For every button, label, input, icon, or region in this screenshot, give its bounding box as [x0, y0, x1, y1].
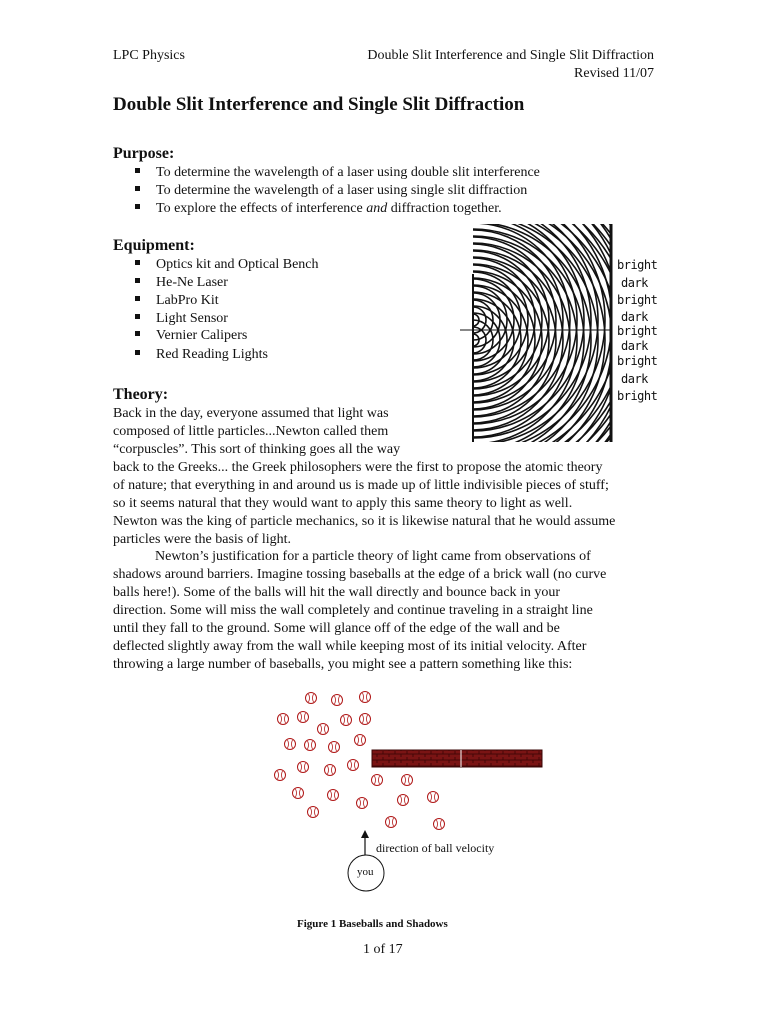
baseball-icon	[360, 714, 371, 725]
page-number: 1 of 17	[363, 942, 403, 957]
theory-line: back to the Greeks... the Greek philosophers were the first to propose the atomic theory	[113, 460, 603, 475]
equipment-heading: Equipment:	[113, 237, 195, 254]
theory-line: balls here!). Some of the balls will hit the wall directly and bounce back in your	[113, 585, 561, 600]
theory-line: particles were the basis of light.	[113, 532, 292, 547]
baseball-icon	[360, 692, 371, 703]
baseball-icon	[402, 775, 413, 786]
theory-line: Newton was the king of particle mechanics, so it is likewise natural that he would assume	[113, 514, 616, 529]
bullet-icon	[135, 350, 140, 355]
wave-label: dark	[621, 310, 648, 324]
wave-label: dark	[621, 276, 648, 290]
theory-line: direction. Some will miss the wall completely and continue traveling in a straight line	[113, 603, 593, 618]
header-course: LPC Physics	[113, 48, 185, 63]
theory-line: shadows around barriers. Imagine tossing baseballs at the edge of a brick wall (no curve	[113, 567, 607, 582]
baseball-icon	[355, 735, 366, 746]
bullet-icon	[135, 204, 140, 209]
theory-line: Back in the day, everyone assumed that light was	[113, 406, 389, 421]
baseball-icon	[306, 693, 317, 704]
theory-line: until they fall to the ground. Some will glance off of the edge of the wall and be	[113, 621, 560, 636]
bullet-icon	[135, 331, 140, 336]
baseball-icon	[332, 695, 343, 706]
bullet-icon	[135, 168, 140, 173]
baseball-icon	[348, 760, 359, 771]
equipment-item: LabPro Kit	[135, 292, 219, 310]
baseball-icon	[428, 792, 439, 803]
theory-line: “corpuscles”. This sort of thinking goes all the way	[113, 442, 401, 457]
equipment-item: Optics kit and Optical Bench	[135, 256, 319, 274]
bullet-icon	[135, 260, 140, 265]
baseball-icon	[278, 714, 289, 725]
wave-label: bright	[617, 258, 658, 272]
theory-line: so it seems natural that they would want to apply this same theory to light as well.	[113, 496, 573, 511]
baseball-figure	[260, 685, 560, 895]
baseball-icon	[298, 712, 309, 723]
baseball-icon	[308, 807, 319, 818]
baseball-icon	[434, 819, 445, 830]
baseball-icon	[285, 739, 296, 750]
wave-label: bright	[617, 293, 658, 307]
baseball-icon	[357, 798, 368, 809]
purpose-item: To explore the effects of interference and diffraction together.	[135, 200, 502, 218]
wave-label: dark	[621, 339, 648, 353]
velocity-label: direction of ball velocity	[376, 841, 495, 855]
theory-heading: Theory:	[113, 386, 169, 403]
wave-label: bright	[617, 389, 658, 403]
baseball-icon	[341, 715, 352, 726]
theory-line: throwing a large number of baseballs, you might see a pattern something like this:	[113, 657, 573, 672]
baseball-icon	[298, 762, 309, 773]
baseball-icon	[386, 817, 397, 828]
arrow-up-icon	[361, 830, 369, 838]
baseball-icon	[305, 740, 316, 751]
baseball-icon	[293, 788, 304, 799]
figure-caption: Figure 1 Baseballs and Shadows	[297, 918, 448, 930]
wave-label: bright	[617, 324, 658, 338]
baseball-icon	[329, 742, 340, 753]
purpose-item: To determine the wavelength of a laser using double slit interference	[135, 164, 540, 182]
bullet-icon	[135, 186, 140, 191]
purpose-item: To determine the wavelength of a laser using single slit diffraction	[135, 182, 527, 200]
baseball-icon	[275, 770, 286, 781]
equipment-item: He-Ne Laser	[135, 274, 228, 292]
wave-label: dark	[621, 372, 648, 386]
purpose-heading: Purpose:	[113, 145, 175, 162]
header-doc-title: Double Slit Interference and Single Slit Diffraction	[367, 48, 654, 63]
page-title: Double Slit Interference and Single Slit Diffraction	[113, 94, 525, 115]
you-label: you	[357, 866, 374, 878]
baseball-icon	[372, 775, 383, 786]
bullet-icon	[135, 314, 140, 319]
baseball-icon	[398, 795, 409, 806]
bullet-icon	[135, 296, 140, 301]
baseball-icon	[328, 790, 339, 801]
baseball-icon	[318, 724, 329, 735]
equipment-item: Red Reading Lights	[135, 346, 268, 364]
header-revised: Revised 11/07	[574, 66, 654, 81]
wave-label: bright	[617, 354, 658, 368]
interference-pattern-figure	[460, 224, 620, 442]
baseball-icon	[325, 765, 336, 776]
equipment-item: Light Sensor	[135, 310, 228, 328]
theory-line: deflected slightly away from the wall while keeping most of its initial velocity. After	[113, 639, 587, 654]
theory-line: composed of little particles...Newton called them	[113, 424, 389, 439]
bullet-icon	[135, 278, 140, 283]
equipment-item: Vernier Calipers	[135, 327, 247, 345]
theory-line: of nature; that everything in and around us is made up of little indivisible pieces of stuff;	[113, 478, 609, 493]
brick-wall	[372, 750, 542, 767]
theory-line: Newton’s justification for a particle theory of light came from observations of	[113, 549, 591, 564]
